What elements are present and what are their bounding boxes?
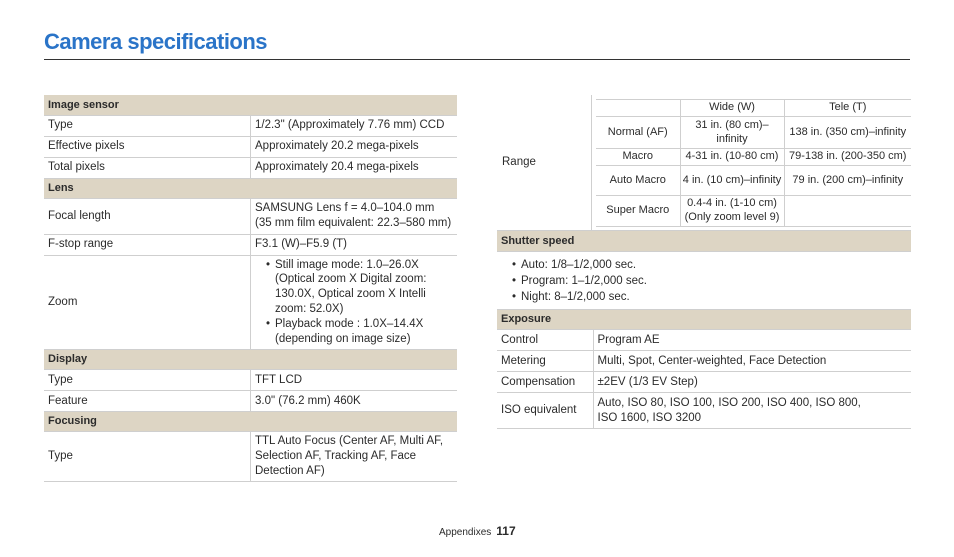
spec-value: Program AE [593, 330, 911, 351]
spec-label: Effective pixels [44, 136, 251, 157]
focal-length-line: SAMSUNG Lens f = 4.0–104.0 mm [255, 202, 435, 215]
range-block [497, 95, 911, 231]
range-cell: 4 in. (10 cm)–infinity [680, 166, 784, 196]
range-row-label: Normal (AF) [596, 117, 680, 149]
spec-value: 3.0" (76.2 mm) 460K [251, 391, 458, 412]
spec-value: ±2EV (1/3 EV Step) [593, 372, 911, 393]
spec-label: Control [497, 330, 593, 351]
range-table [596, 99, 911, 227]
shutter-list [511, 257, 907, 305]
range-cell [680, 196, 784, 227]
range-cell: 138 in. (350 cm)–infinity [784, 117, 911, 149]
spec-label: Feature [44, 391, 251, 412]
spec-value [593, 393, 911, 429]
range-cell: 31 in. (80 cm)–infinity [680, 117, 784, 149]
spec-value: Approximately 20.4 mega-pixels [251, 157, 458, 178]
spec-label: Type [44, 115, 251, 136]
range-row-label: Macro [596, 149, 680, 166]
range-cell: 79 in. (200 cm)–infinity [784, 166, 911, 196]
spec-label: Compensation [497, 372, 593, 393]
list-item: • Playback mode : 1.0X–14.4X (depending on image size) [275, 317, 453, 347]
range-cell: 4-31 in. (10-80 cm) [680, 149, 784, 166]
footer-section: Appendixes [439, 527, 492, 538]
spec-value: F3.1 (W)–F5.9 (T) [251, 234, 458, 255]
left-spec-table [44, 95, 457, 482]
section-display: Display [44, 350, 457, 370]
spec-value [251, 198, 458, 234]
list-item: • Still image mode: 1.0–26.0X (Optical zoom X Digital zoom: 130.0X, Optical zoom X Intelli zoom: 52.0X) [275, 258, 453, 318]
section-exposure: Exposure [497, 310, 911, 330]
spec-label: Metering [497, 351, 593, 372]
title-divider [44, 59, 910, 60]
shutter-list-block [497, 252, 911, 310]
section-lens: Lens [44, 178, 457, 198]
spec-label: Total pixels [44, 157, 251, 178]
right-spec-column [497, 95, 911, 429]
spec-value: TFT LCD [251, 370, 458, 391]
range-cell-line: (Only zoom level 9) [684, 210, 780, 223]
spec-label: Range [497, 95, 592, 230]
spec-value: Multi, Spot, Center-weighted, Face Detection [593, 351, 911, 372]
iso-line: Auto, ISO 80, ISO 100, ISO 200, ISO 400, ISO 800, [597, 396, 861, 409]
spec-label: Type [44, 432, 251, 482]
spec-label: Type [44, 370, 251, 391]
list-item: • Auto: 1/8–1/2,000 sec. [521, 257, 907, 273]
spec-label: Zoom [44, 255, 251, 350]
range-cell [784, 196, 911, 227]
section-shutter-speed: Shutter speed [497, 231, 911, 251]
exposure-table [497, 310, 911, 430]
spec-value [251, 255, 458, 350]
focal-length-line: (35 mm film equivalent: 22.3–580 mm) [255, 217, 452, 229]
shutter-table [497, 231, 911, 252]
list-item: • Night: 8–1/2,000 sec. [521, 289, 907, 305]
section-focusing: Focusing [44, 412, 457, 432]
range-cell-line: 0.4-4 in. (1-10 cm) [687, 197, 777, 209]
spec-value: Approximately 20.2 mega-pixels [251, 136, 458, 157]
range-cell: 79-138 in. (200-350 cm) [784, 149, 911, 166]
spec-label: F-stop range [44, 234, 251, 255]
column-header: Wide (W) [680, 100, 784, 117]
page-title: Camera specifications [44, 29, 268, 54]
range-row-label: Auto Macro [596, 166, 680, 196]
spec-value: 1/2.3" (Approximately 7.76 mm) CCD [251, 115, 458, 136]
range-row-label: Super Macro [596, 196, 680, 227]
column-header: Tele (T) [784, 100, 911, 117]
page-footer [439, 524, 516, 540]
spec-label: ISO equivalent [497, 393, 593, 429]
zoom-list [265, 258, 453, 348]
iso-line: ISO 1600, ISO 3200 [597, 411, 702, 424]
spec-label: Focal length [44, 198, 251, 234]
page-number: 117 [496, 524, 516, 538]
list-item: • Program: 1–1/2,000 sec. [521, 273, 907, 289]
spec-value: TTL Auto Focus (Center AF, Multi AF, Selection AF, Tracking AF, Face Detection AF) [251, 432, 458, 482]
section-image-sensor: Image sensor [44, 95, 457, 115]
